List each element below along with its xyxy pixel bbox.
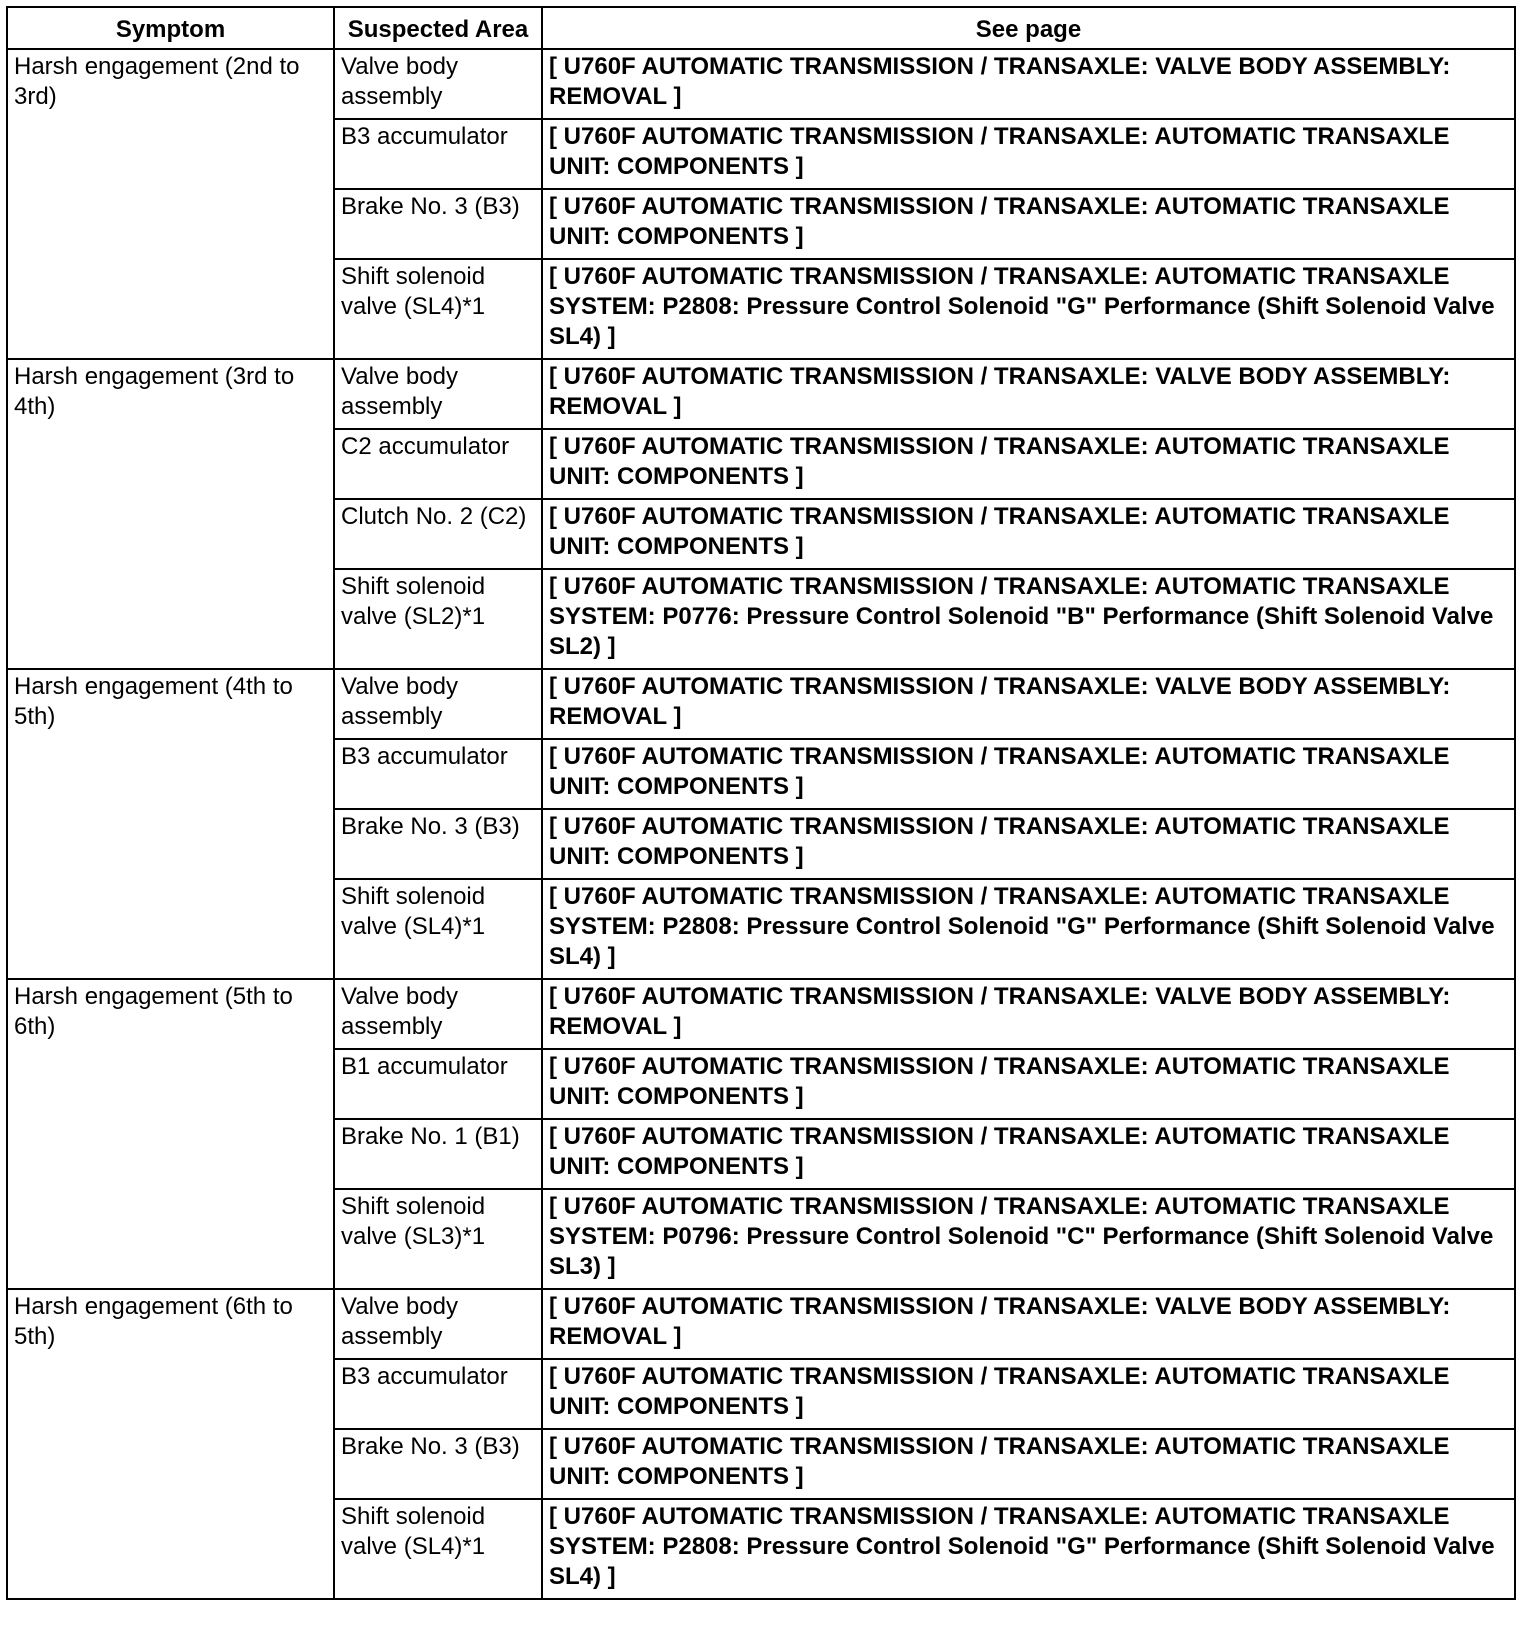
see-page-link[interactable]: [ U760F AUTOMATIC TRANSMISSION / TRANSAXLE: AUTOMATIC TRANSAXLE SYSTEM: P2808: Pressure Control Solenoid "G" Performance (Shift Solenoid Valve SL4) ] <box>542 1499 1515 1599</box>
see-page-link[interactable]: [ U760F AUTOMATIC TRANSMISSION / TRANSAXLE: AUTOMATIC TRANSAXLE UNIT: COMPONENTS ] <box>542 739 1515 809</box>
see-page-link[interactable]: [ U760F AUTOMATIC TRANSMISSION / TRANSAXLE: AUTOMATIC TRANSAXLE SYSTEM: P0796: Pressure Control Solenoid "C" Performance (Shift Solenoid Valve SL3) ] <box>542 1189 1515 1289</box>
suspected-area-cell: Shift solenoid valve (SL4)*1 <box>334 259 542 359</box>
suspected-area-cell: Brake No. 3 (B3) <box>334 189 542 259</box>
header-symptom: Symptom <box>7 7 334 49</box>
table-row <box>7 979 1515 1049</box>
table-row <box>7 669 1515 739</box>
suspected-area-cell: Valve body assembly <box>334 49 542 119</box>
suspected-area-cell: B3 accumulator <box>334 739 542 809</box>
suspected-area-cell: Brake No. 1 (B1) <box>334 1119 542 1189</box>
symptom-cell: Harsh engagement (5th to 6th) <box>7 979 334 1289</box>
see-page-link[interactable]: [ U760F AUTOMATIC TRANSMISSION / TRANSAXLE: VALVE BODY ASSEMBLY: REMOVAL ] <box>542 979 1515 1049</box>
header-suspected-area: Suspected Area <box>334 7 542 49</box>
see-page-link[interactable]: [ U760F AUTOMATIC TRANSMISSION / TRANSAXLE: AUTOMATIC TRANSAXLE UNIT: COMPONENTS ] <box>542 1119 1515 1189</box>
suspected-area-cell: Valve body assembly <box>334 669 542 739</box>
see-page-link[interactable]: [ U760F AUTOMATIC TRANSMISSION / TRANSAXLE: VALVE BODY ASSEMBLY: REMOVAL ] <box>542 359 1515 429</box>
suspected-area-cell: B3 accumulator <box>334 119 542 189</box>
symptom-cell: Harsh engagement (4th to 5th) <box>7 669 334 979</box>
diagnosis-table <box>6 6 1516 1600</box>
suspected-area-cell: Valve body assembly <box>334 979 542 1049</box>
see-page-link[interactable]: [ U760F AUTOMATIC TRANSMISSION / TRANSAXLE: AUTOMATIC TRANSAXLE UNIT: COMPONENTS ] <box>542 809 1515 879</box>
symptom-cell: Harsh engagement (3rd to 4th) <box>7 359 334 669</box>
see-page-link[interactable]: [ U760F AUTOMATIC TRANSMISSION / TRANSAXLE: AUTOMATIC TRANSAXLE UNIT: COMPONENTS ] <box>542 119 1515 189</box>
see-page-link[interactable]: [ U760F AUTOMATIC TRANSMISSION / TRANSAXLE: VALVE BODY ASSEMBLY: REMOVAL ] <box>542 49 1515 119</box>
suspected-area-cell: Valve body assembly <box>334 359 542 429</box>
suspected-area-cell: C2 accumulator <box>334 429 542 499</box>
see-page-link[interactable]: [ U760F AUTOMATIC TRANSMISSION / TRANSAXLE: AUTOMATIC TRANSAXLE UNIT: COMPONENTS ] <box>542 1049 1515 1119</box>
see-page-link[interactable]: [ U760F AUTOMATIC TRANSMISSION / TRANSAXLE: AUTOMATIC TRANSAXLE SYSTEM: P2808: Pressure Control Solenoid "G" Performance (Shift Solenoid Valve SL4) ] <box>542 879 1515 979</box>
suspected-area-cell: Brake No. 3 (B3) <box>334 809 542 879</box>
suspected-area-cell: Shift solenoid valve (SL3)*1 <box>334 1189 542 1289</box>
see-page-link[interactable]: [ U760F AUTOMATIC TRANSMISSION / TRANSAXLE: AUTOMATIC TRANSAXLE UNIT: COMPONENTS ] <box>542 1429 1515 1499</box>
header-row <box>7 7 1515 49</box>
symptom-cell: Harsh engagement (6th to 5th) <box>7 1289 334 1599</box>
suspected-area-cell: Valve body assembly <box>334 1289 542 1359</box>
suspected-area-cell: Shift solenoid valve (SL4)*1 <box>334 879 542 979</box>
see-page-link[interactable]: [ U760F AUTOMATIC TRANSMISSION / TRANSAXLE: AUTOMATIC TRANSAXLE SYSTEM: P0776: Pressure Control Solenoid "B" Performance (Shift Solenoid Valve SL2) ] <box>542 569 1515 669</box>
see-page-link[interactable]: [ U760F AUTOMATIC TRANSMISSION / TRANSAXLE: AUTOMATIC TRANSAXLE SYSTEM: P2808: Pressure Control Solenoid "G" Performance (Shift Solenoid Valve SL4) ] <box>542 259 1515 359</box>
see-page-link[interactable]: [ U760F AUTOMATIC TRANSMISSION / TRANSAXLE: AUTOMATIC TRANSAXLE UNIT: COMPONENTS ] <box>542 429 1515 499</box>
see-page-link[interactable]: [ U760F AUTOMATIC TRANSMISSION / TRANSAXLE: VALVE BODY ASSEMBLY: REMOVAL ] <box>542 669 1515 739</box>
suspected-area-cell: Shift solenoid valve (SL4)*1 <box>334 1499 542 1599</box>
suspected-area-cell: B3 accumulator <box>334 1359 542 1429</box>
suspected-area-cell: B1 accumulator <box>334 1049 542 1119</box>
symptom-cell: Harsh engagement (2nd to 3rd) <box>7 49 334 359</box>
table-row <box>7 359 1515 429</box>
see-page-link[interactable]: [ U760F AUTOMATIC TRANSMISSION / TRANSAXLE: AUTOMATIC TRANSAXLE UNIT: COMPONENTS ] <box>542 189 1515 259</box>
see-page-link[interactable]: [ U760F AUTOMATIC TRANSMISSION / TRANSAXLE: AUTOMATIC TRANSAXLE UNIT: COMPONENTS ] <box>542 499 1515 569</box>
suspected-area-cell: Clutch No. 2 (C2) <box>334 499 542 569</box>
header-see-page: See page <box>542 7 1515 49</box>
table-row <box>7 1289 1515 1359</box>
see-page-link[interactable]: [ U760F AUTOMATIC TRANSMISSION / TRANSAXLE: AUTOMATIC TRANSAXLE UNIT: COMPONENTS ] <box>542 1359 1515 1429</box>
suspected-area-cell: Shift solenoid valve (SL2)*1 <box>334 569 542 669</box>
suspected-area-cell: Brake No. 3 (B3) <box>334 1429 542 1499</box>
see-page-link[interactable]: [ U760F AUTOMATIC TRANSMISSION / TRANSAXLE: VALVE BODY ASSEMBLY: REMOVAL ] <box>542 1289 1515 1359</box>
table-row <box>7 49 1515 119</box>
